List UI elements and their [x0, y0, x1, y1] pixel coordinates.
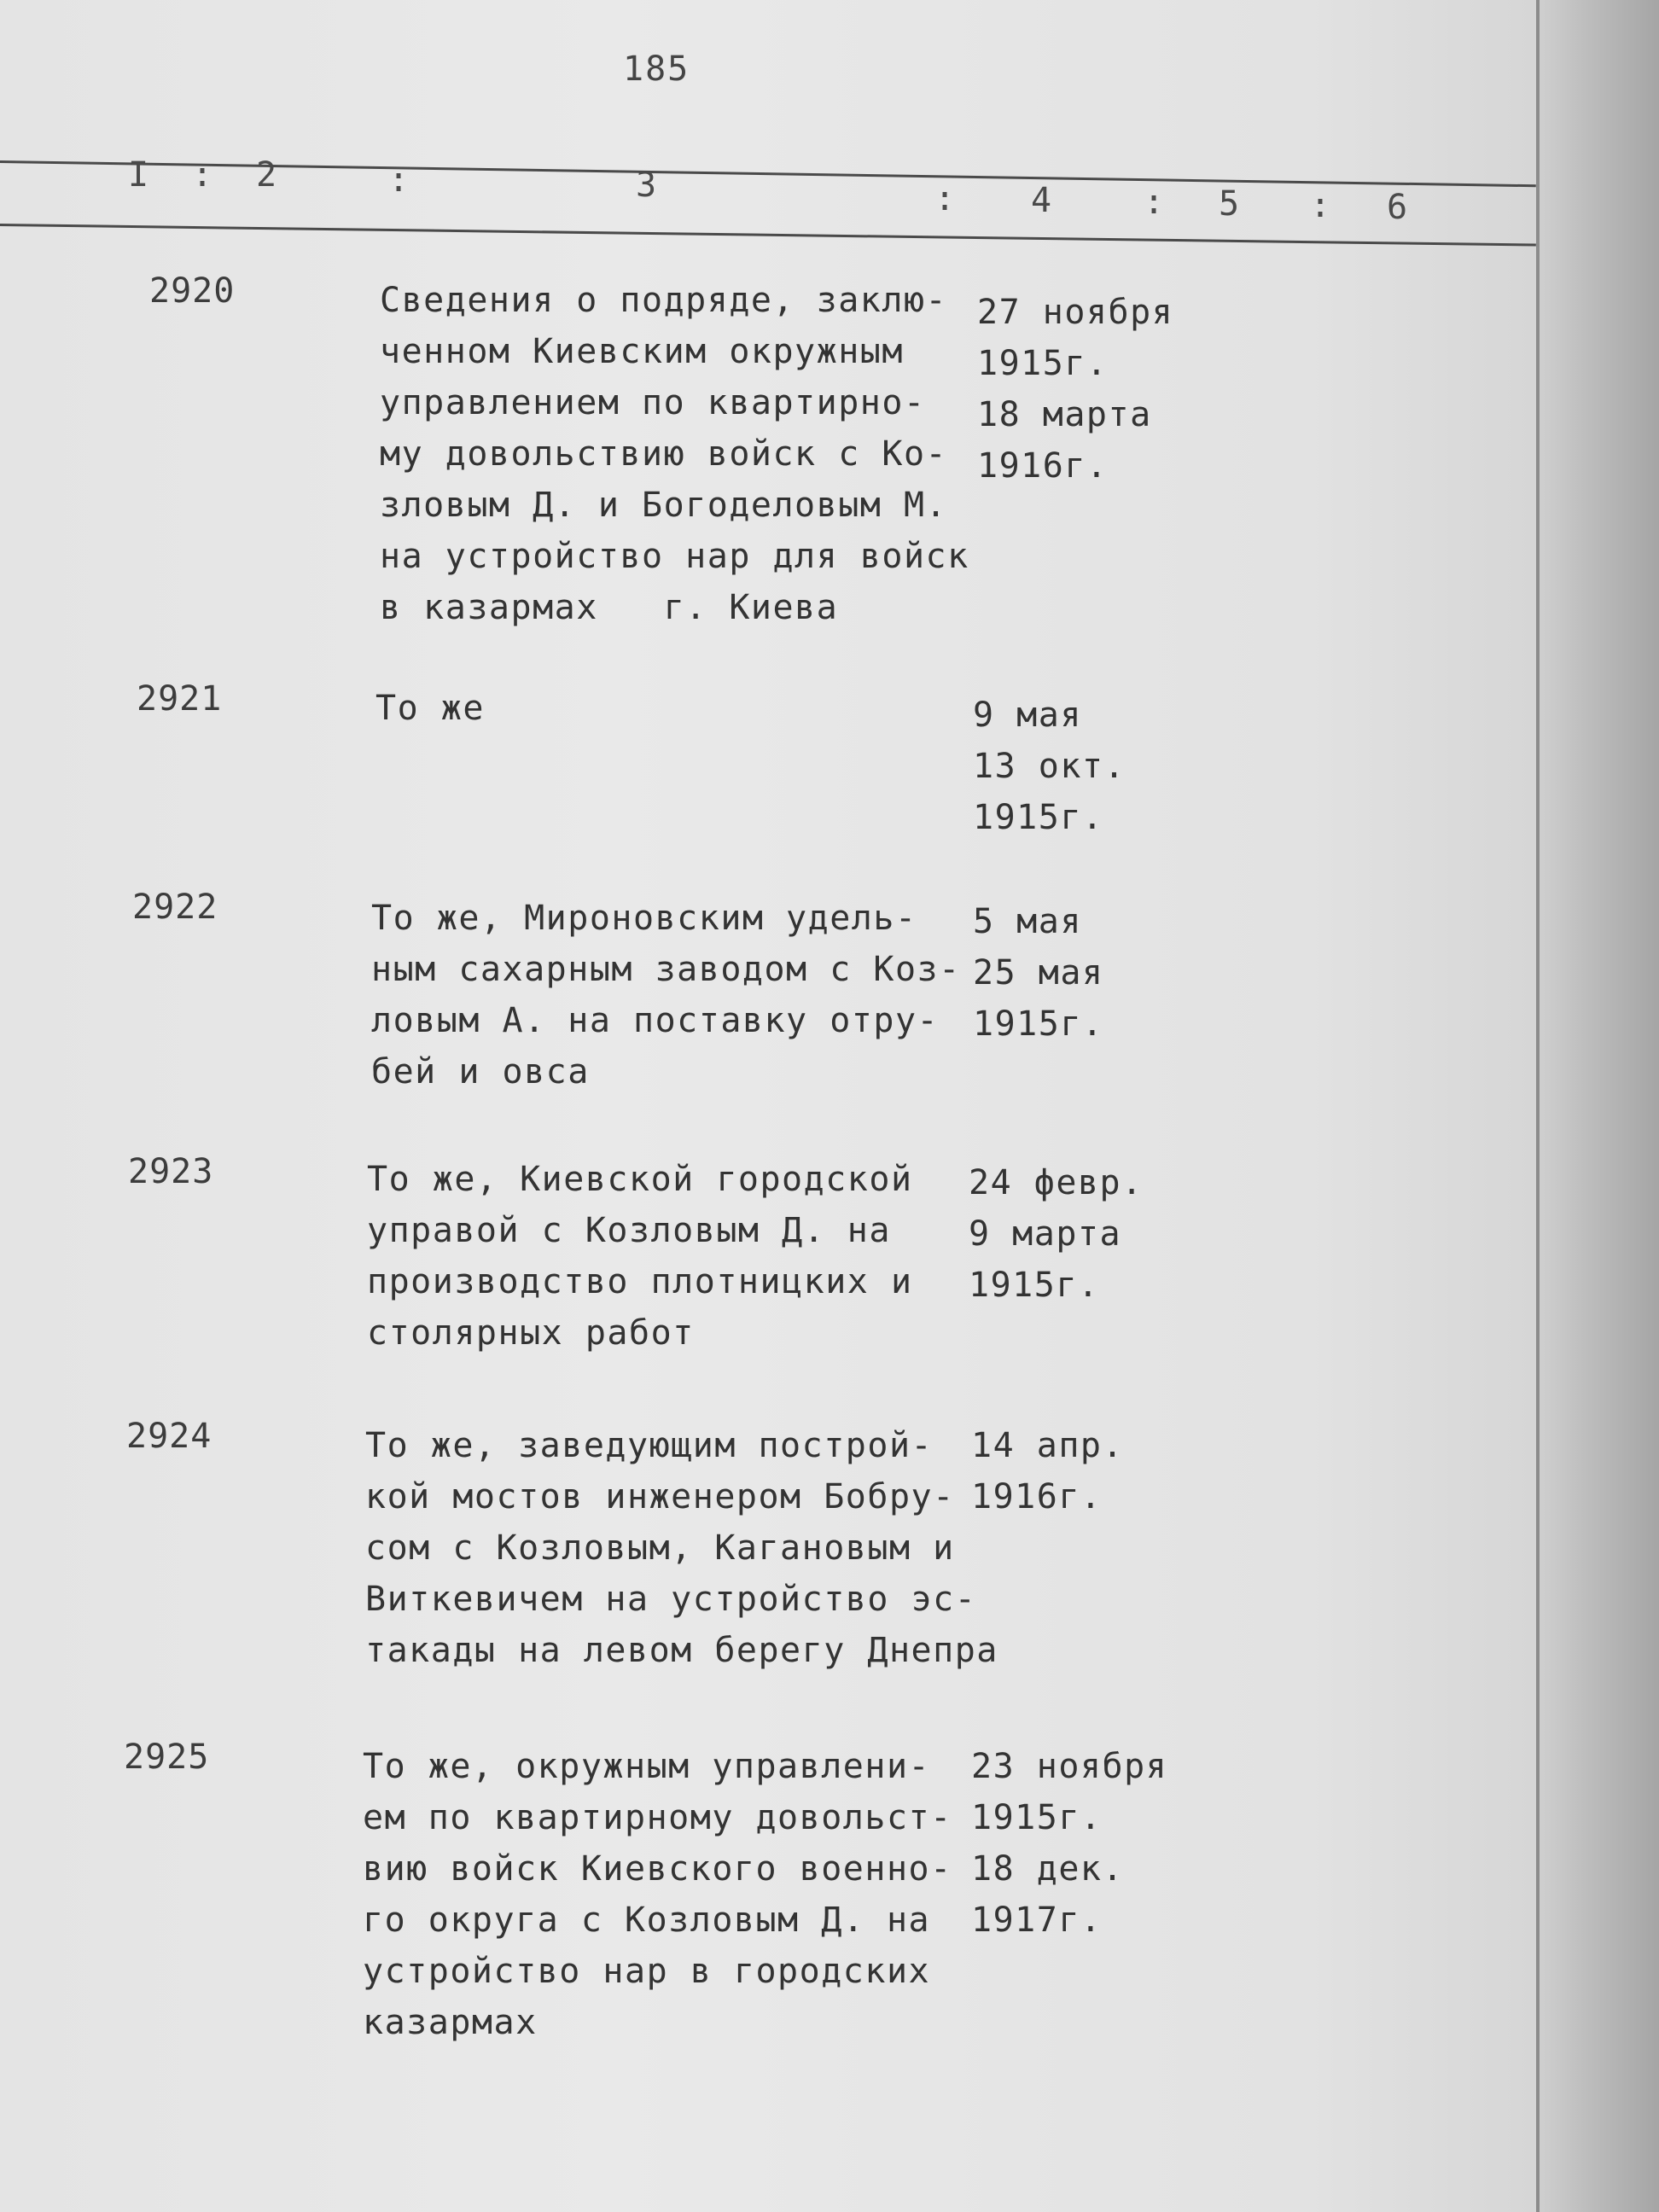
entry-description: То же, окружным управлени- ем по квартирному довольст- вию войск Киевского военно- го округа с Козловым Д. на устройство нар в городских казармах — [363, 1747, 952, 2042]
entry-id: 2922 — [132, 888, 218, 927]
column-separator: : — [388, 160, 410, 200]
entry-dates: 27 ноября 1915г. 18 марта 1916г. — [977, 293, 1174, 486]
column-header-4: 4 — [1031, 181, 1052, 220]
column-header-1: I — [128, 155, 149, 195]
column-separator: : — [192, 155, 213, 195]
entry-dates: 24 февр. 9 марта 1915г. — [969, 1163, 1144, 1305]
entry-id: 2923 — [128, 1152, 214, 1191]
entry-dates: 23 ноября 1915г. 18 дек. 1917г. — [971, 1747, 1168, 1940]
column-separator: : — [1144, 183, 1165, 222]
column-header-3: 3 — [636, 166, 657, 205]
entry-description: То же, Мироновским удель- ным сахарным заводом с Коз- ловым А. на поставку отру- бей и овса — [371, 899, 961, 1091]
entry-id: 2921 — [137, 679, 223, 719]
entry-description: Сведения о подряде, заклю- ченном Киевским окружным управлением по квартирно- му довольствию войск с Ко- зловым Д. и Богоделовым М. на устройство нар для войск в казармах г. Киева — [380, 281, 969, 627]
entry-description: То же — [375, 689, 485, 728]
column-separator: : — [1310, 186, 1331, 225]
entry-description: То же, заведующим построй- кой мостов инженером Бобру- сом с Козловым, Кагановым и Виткевичем на устройство эс- такады на левом берегу Днепра — [365, 1426, 998, 1670]
entry-dates: 14 апр. 1916г. — [971, 1426, 1125, 1516]
entry-id: 2924 — [126, 1417, 212, 1456]
header-rule-bottom — [0, 224, 1536, 247]
column-header-6: 6 — [1387, 188, 1408, 227]
header-rule-top — [0, 160, 1536, 187]
page-edge-shadow — [1540, 0, 1659, 2212]
entry-dates: 5 мая 25 мая 1915г. — [973, 902, 1104, 1044]
entry-id: 2920 — [149, 271, 236, 311]
page-number: 185 — [623, 49, 690, 89]
column-separator: : — [934, 179, 956, 218]
entry-description: То же, Киевской городской управой с Козловым Д. на производство плотницких и столярных работ — [367, 1160, 913, 1353]
entry-dates: 9 мая 13 окт. 1915г. — [973, 696, 1126, 837]
column-header-5: 5 — [1219, 184, 1240, 224]
entry-id: 2925 — [124, 1738, 210, 1777]
column-header-2: 2 — [256, 155, 277, 195]
